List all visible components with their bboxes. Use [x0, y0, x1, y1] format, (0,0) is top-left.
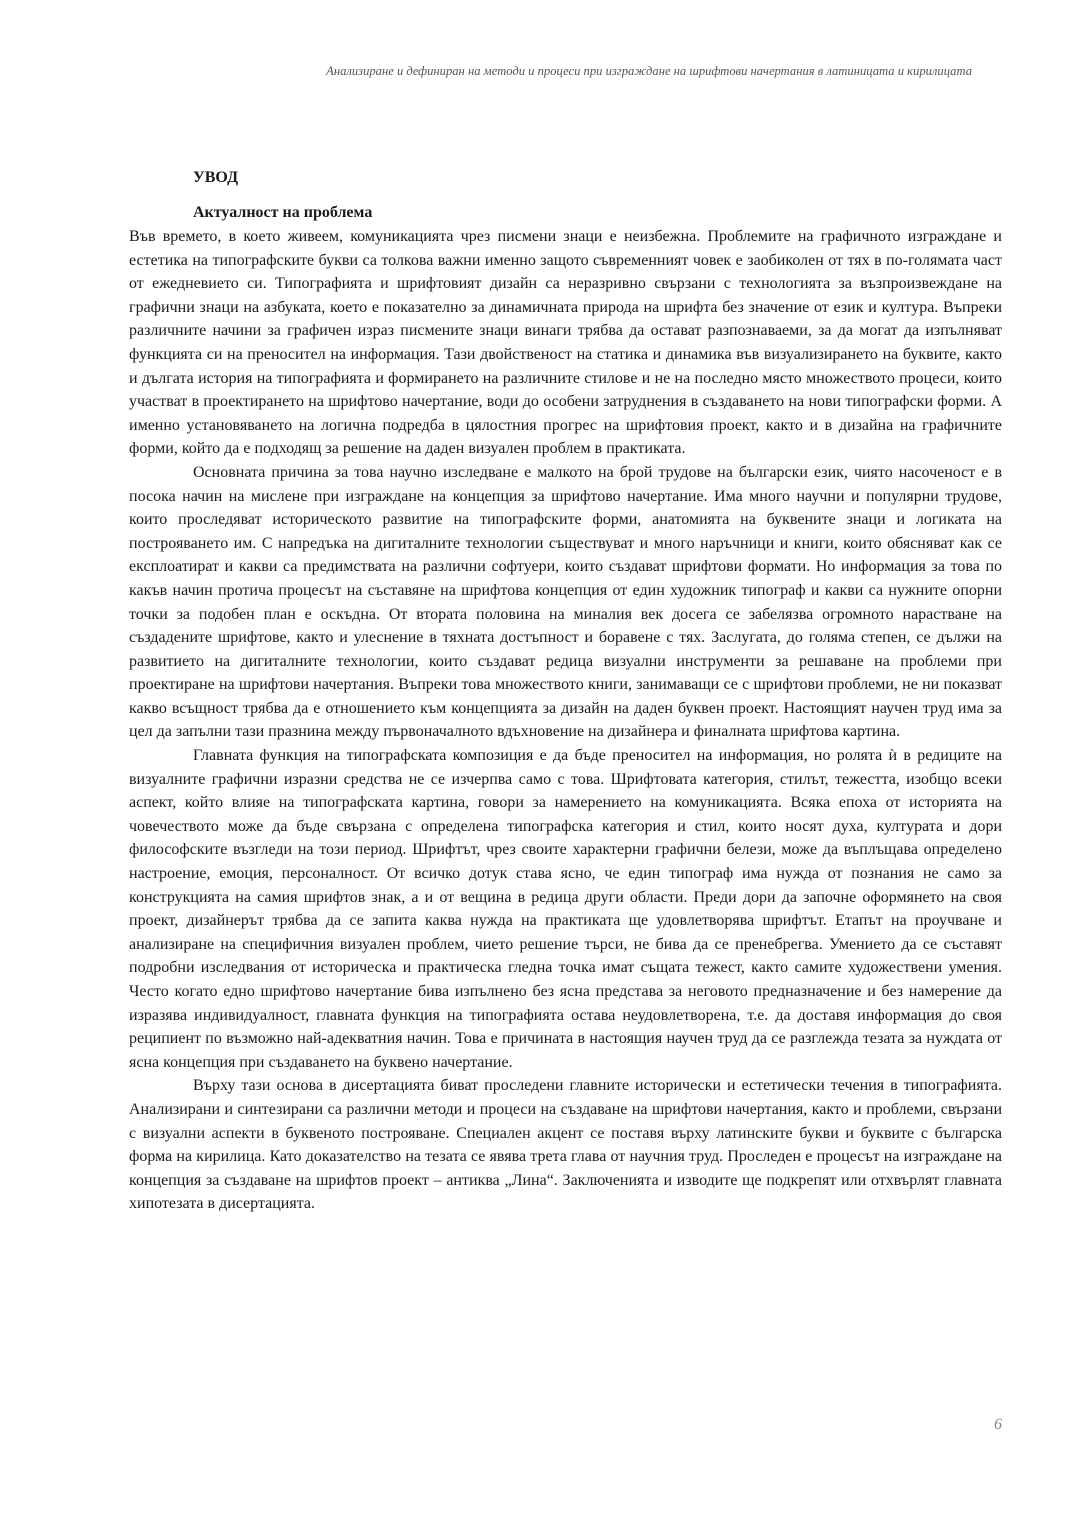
- running-header: Анализиране и дефиниран на методи и процеси при изграждане на шрифтови начертания в латиницата и кирилицата: [326, 64, 972, 78]
- paragraph-3: Главната функция на типографската композиция е да бъде преносител на информация, но ролята ѝ в редиците на визуалните графични изразни средства не се изчерпва само с това. Шрифтовата категория, стилът, тежестта, изобщо всеки аспект, който влияе на типографската картина, говори за намерението на комуникацията. Всяка епоха от историята на човечеството може да бъде свързана с определена типографска категория и стил, които носят духа, културата и дори философските възгледи на този период. Шрифтът, чрез своите характерни графични белези, може да въплъщава определено настроение, емоция, персоналност. От всичко дотук става ясно, че един типограф има нужда от познания не само за конструкцията на самия шрифтов знак, а и от вещина в редица други области. Преди дори да започне оформянето на своя проект, дизайнерът трябва да се запита каква нужда на практиката ще удовлетворява шрифтът. Етапът на проучване и анализиране на специфичния визуален проблем, чието решение търси, не бива да се пренебрегва. Умението да се съставят подробни изследвания от историческа и практическа гледна точка имат същата тежест, както самите художествени умения. Често когато едно шрифтово начертание бива изпълнено без ясна представа за неговото предназначение и без намерение да изразява индивидуалност, главната функция на типографията остава неудовлетворена, т.е. да доставя информация до своя реципиент по възможно най-адекватния начин. Това е причината в настоящия научен труд да се разглежда тезата за нуждата от ясна концепция при създаването на буквено начертание.: [129, 747, 1002, 1071]
- subsection-title: Актуалност на проблема: [193, 204, 373, 221]
- page-number: 6: [994, 1416, 1002, 1433]
- paragraph-1: Във времето, в което живеем, комуникацията чрез писмени знаци е неизбежна. Проблемите на графичното изграждане и естетика на типографските букви са толкова важни именно защото съвременният човек е заобиколен от тях в по-голямата част от ежедневието си. Типографията и шрифтовият дизайн са неразривно свързани с технологията за възпроизвеждане на графични знаци на азбуката, което е показателно за динамичната природа на шрифта без значение от език и култура. Въпреки различните начини за графичен израз писмените знаци винаги трябва да остават разпознаваеми, за да могат да изпълняват функцията си на преносител на информация. Тази двойственост на статика и динамика във визуализирането на буквите, както и дългата история на типографията и формирането на различните стилове и не на последно място множеството процеси, които участват в проектирането на шрифтово начертание, води до особени затруднения в създаването на нови типографски форми. А именно установяването на логична подредба в цялостния прогрес на шрифтовия проект, както и в дизайна на графичните форми, който да е подходящ за решение на даден визуален проблем в практиката.: [129, 228, 1002, 458]
- paragraph-2: Основната причина за това научно изследване е малкото на брой трудове на български език, чиято насоченост е в посока начин на мислене при изграждане на концепция за шрифтово начертание. Има много научни и популярни трудове, които проследяват историческото развитие на типографските форми, анатомията на буквените знаци и логиката на построяването им. С напредъка на дигиталните технологии съществуват и много наръчници и книги, които обясняват как се експлоатират и какви са предимствата на различни софтуери, които създават шрифтови формати. Но информация за това по какъв начин протича процесът на съставяне на шрифтова концепция от един художник типограф и какви са нужните опорни точки за подобен план е оскъдна. От втората половина на миналия век досега се забелязва огромното нарастване на създадените шрифтове, както и улеснение в тяхната достъпност и боравене с тях. Заслугата, до голяма степен, се дължи на развитието на дигиталните технологии, които създават редица визуални инструменти за решаване на проблеми при проектиране на шрифтови начертания. Въпреки това множеството книги, занимаващи се с шрифтови проблеми, не ни показват какво всъщност трябва да е отношението към концепцията за дизайн на даден буквен проект. Настоящият научен труд има за цел да запълни тази празнина между първоначалното вдъхновение на дизайнера и финалната шрифтова картина.: [129, 463, 1002, 741]
- section-title: УВОД: [193, 169, 239, 186]
- document-body: [129, 166, 1002, 1216]
- paragraph-4: Върху тази основа в дисертацията биват проследени главните исторически и естетически течения в типографията. Анализирани и синтезирани са различни методи и процеси на създаване на шрифтови начертания, както и проблеми, свързани с визуални аспекти в буквеното построяване. Специален акцент се поставя върху латинските букви и буквите с българска форма на кирилица. Като доказателство на тезата се явява трета глава от научния труд. Проследен е процесът на изграждане на концепция за създаване на шрифтов проект – антиква „Лина“. Заключенията и изводите ще подкрепят или отхвърлят главната хипотезата в дисертацията.: [129, 1077, 1002, 1213]
